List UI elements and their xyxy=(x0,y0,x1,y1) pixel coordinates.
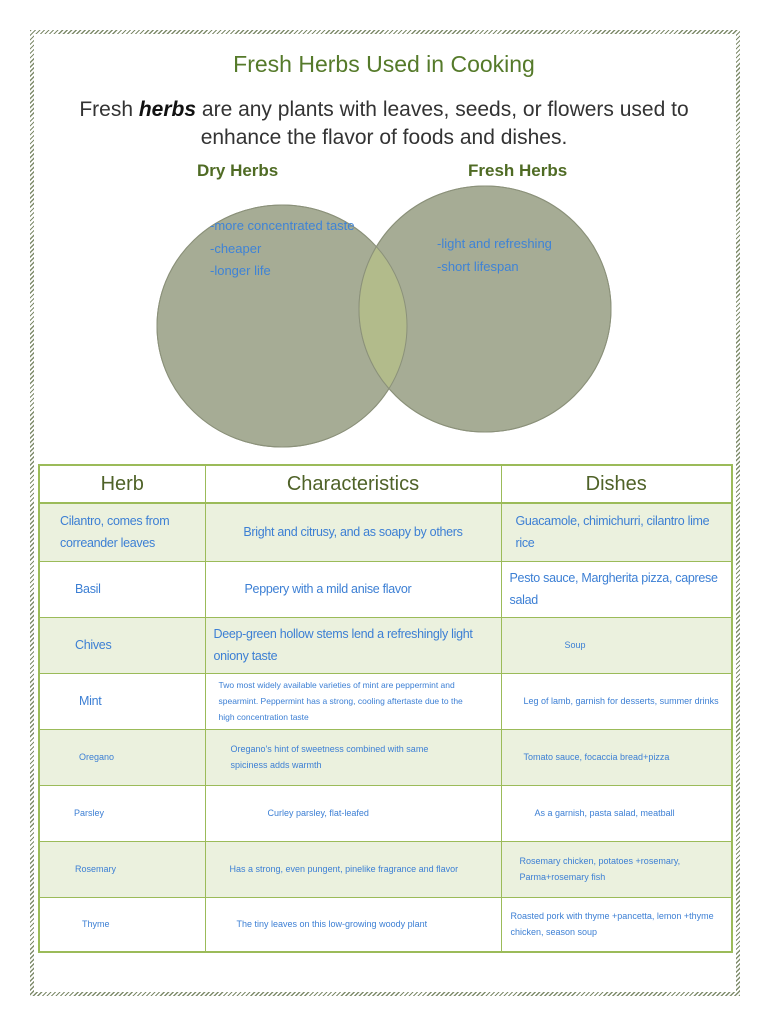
characteristics-text: The tiny leaves on this low-growing woody plant xyxy=(236,919,428,930)
column-header-characteristics: Characteristics xyxy=(205,465,501,503)
characteristics-text: Has a strong, even pungent, pinelike fragrance and flavor xyxy=(229,864,459,874)
column-header-herb: Herb xyxy=(39,465,205,503)
fresh-herbs-list xyxy=(437,233,552,278)
intro-after: are any plants with leaves, seeds, or flowers used to enhance the flavor of foods and dishes. xyxy=(200,98,689,149)
fresh-herbs-item: -short lifespan xyxy=(437,258,519,274)
table-row xyxy=(39,785,732,841)
herb-cell xyxy=(39,617,205,673)
characteristics-cell xyxy=(205,503,501,561)
herb-name: Basil xyxy=(75,582,101,596)
dishes-cell xyxy=(501,785,732,841)
dry-herbs-item: -cheaper xyxy=(210,240,262,256)
table-row xyxy=(39,897,732,952)
herb-cell xyxy=(39,729,205,785)
dishes-text: Pesto sauce, Margherita pizza, caprese salad xyxy=(509,571,718,607)
dry-herbs-item: -longer life xyxy=(210,263,271,278)
column-header-dishes: Dishes xyxy=(501,465,732,503)
table-row xyxy=(39,503,732,561)
venn-label-fresh-herbs: Fresh Herbs xyxy=(468,161,568,180)
dishes-cell xyxy=(501,617,732,673)
dishes-cell xyxy=(501,503,732,561)
characteristics-cell xyxy=(205,729,501,785)
dry-herbs-list xyxy=(210,215,355,283)
characteristics-text: Peppery with a mild anise flavor xyxy=(244,582,412,596)
dishes-cell xyxy=(501,673,732,729)
herb-name: Chives xyxy=(75,638,112,652)
characteristics-text: Oregano's hint of sweetness combined with same spiciness adds warmth xyxy=(230,744,429,770)
intro-emphasis: herbs xyxy=(138,98,197,121)
dishes-cell xyxy=(501,561,732,617)
herbs-table xyxy=(38,464,733,953)
dishes-cell xyxy=(501,729,732,785)
herb-name: Cilantro, comes from correander leaves xyxy=(60,514,170,551)
table-row xyxy=(39,841,732,897)
dry-herbs-item: -more concentrated taste xyxy=(210,218,355,233)
fresh-herbs-item: -light and refreshing xyxy=(437,236,552,251)
intro-text xyxy=(64,96,704,152)
herb-name: Mint xyxy=(79,694,102,708)
herb-name: Rosemary xyxy=(75,864,117,874)
characteristics-text: Deep-green hollow stems lend a refreshingly light oniony taste xyxy=(213,627,473,663)
characteristics-cell xyxy=(205,561,501,617)
dishes-text: Soup xyxy=(564,640,586,650)
herb-cell xyxy=(39,673,205,729)
characteristics-cell xyxy=(205,785,501,841)
herb-name: Parsley xyxy=(74,808,105,818)
dishes-text: Roasted pork with thyme +pancetta, lemon +thyme chicken, season soup xyxy=(510,911,714,938)
herb-cell xyxy=(39,503,205,561)
table-row xyxy=(39,673,732,729)
dishes-text: Leg of lamb, garnish for desserts, summer drinks xyxy=(523,696,719,706)
herb-cell xyxy=(39,897,205,952)
dishes-text: As a garnish, pasta salad, meatball xyxy=(534,808,675,818)
characteristics-text: Bright and citrusy, and as soapy by others xyxy=(243,525,463,540)
venn-label-dry-herbs: Dry Herbs xyxy=(197,161,279,180)
dishes-text: Guacamole, chimichurri, cilantro lime rice xyxy=(515,514,710,551)
dishes-cell xyxy=(501,841,732,897)
page-title: Fresh Herbs Used in Cooking xyxy=(233,51,535,77)
characteristics-cell xyxy=(205,617,501,673)
characteristics-text: Curley parsley, flat-leafed xyxy=(267,808,369,818)
herb-cell xyxy=(39,785,205,841)
table-row xyxy=(39,729,732,785)
dishes-cell xyxy=(501,897,732,952)
table-row xyxy=(39,561,732,617)
table-header-row xyxy=(39,465,732,503)
herb-cell xyxy=(39,841,205,897)
intro-before: Fresh xyxy=(79,98,134,121)
characteristics-cell xyxy=(205,841,501,897)
table-row xyxy=(39,617,732,673)
dishes-text: Tomato sauce, focaccia bread+pizza xyxy=(523,752,670,762)
herb-name: Thyme xyxy=(82,919,110,930)
herb-name: Oregano xyxy=(79,752,115,762)
dishes-text: Rosemary chicken, potatoes +rosemary, Parma+rosemary fish xyxy=(519,856,681,882)
herb-cell xyxy=(39,561,205,617)
characteristics-cell xyxy=(205,673,501,729)
characteristics-text: Two most widely available varieties of mint are peppermint and spearmint. Peppermint has a strong, cooling aftertaste due to the high concentration taste xyxy=(218,680,463,722)
characteristics-cell xyxy=(205,897,501,952)
